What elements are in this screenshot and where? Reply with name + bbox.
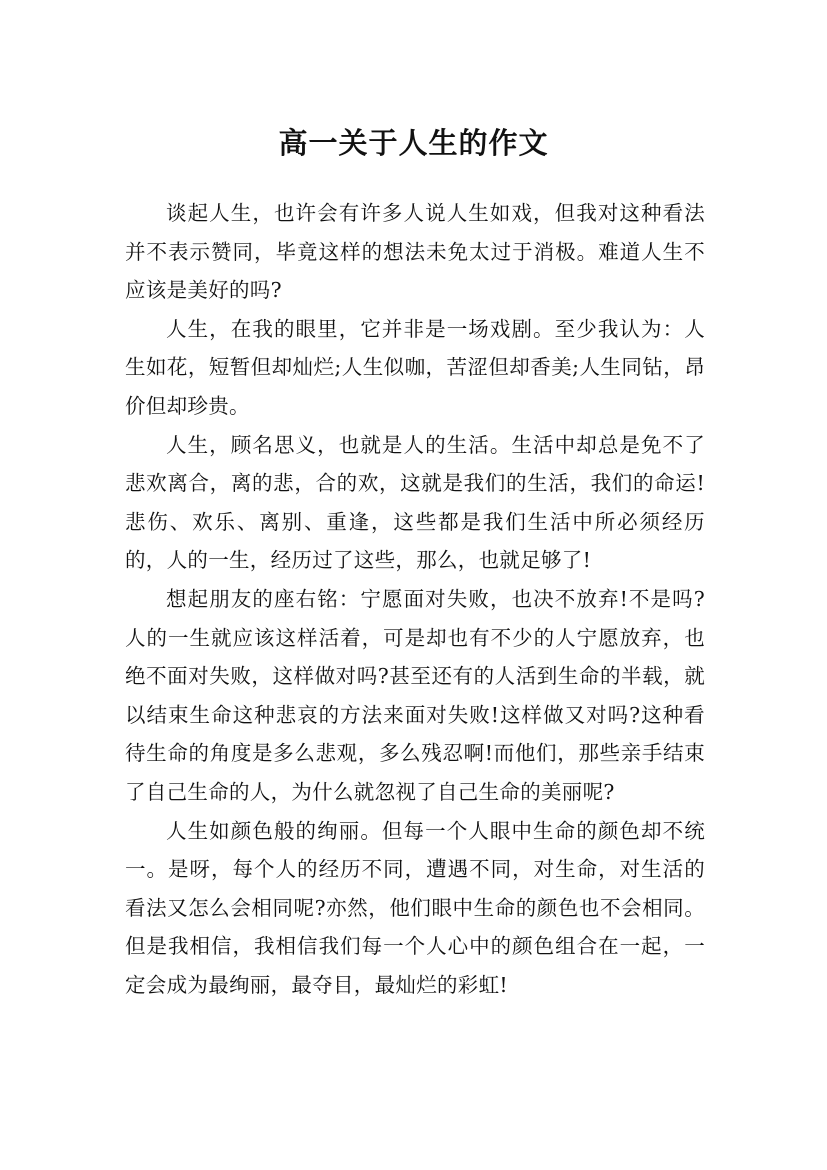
- paragraph-1: 谈起人生，也许会有许多人说人生如戏，但我对这种看法并不表示赞同，毕竟这样的想法未免太过于消极。难道人生不应该是美好的吗?: [125, 201, 705, 303]
- document-body: [125, 194, 705, 1004]
- paragraph-5: 人生如颜色般的绚丽。但每一个人眼中生命的颜色却不统一。是呀，每个人的经历不同，遭遇不同，对生命，对生活的看法又怎么会相同呢?亦然，他们眼中生命的颜色也不会相同。但是我相信，我相信我们每一个人心中的颜色组合在一起，一定会成为最绚丽，最夺目，最灿烂的彩虹!: [125, 818, 705, 997]
- paragraph-4: 想起朋友的座右铭：宁愿面对失败，也决不放弃!不是吗?人的一生就应该这样活着，可是却也有不少的人宁愿放弃，也绝不面对失败，这样做对吗?甚至还有的人活到生命的半载，就以结束生命这种悲哀的方法来面对失败!这样做又对吗?这种看待生命的角度是多么悲观，多么残忍啊!而他们，那些亲手结束了自己生命的人，为什么就忽视了自己生命的美丽呢?: [125, 586, 705, 804]
- paragraph-2: 人生，在我的眼里，它并非是一场戏剧。至少我认为：人生如花，短暂但却灿烂;人生似咖，苦涩但却香美;人生同钻，昂价但却珍贵。: [125, 316, 705, 418]
- document-title: 高一关于人生的作文: [278, 126, 549, 161]
- paragraph-3: 人生，顾名思义，也就是人的生活。生活中却总是免不了悲欢离合，离的悲，合的欢，这就是我们的生活，我们的命运!悲伤、欢乐、离别、重逢，这些都是我们生活中所必须经历的，人的一生，经历过了这些，那么，也就足够了!: [125, 432, 705, 573]
